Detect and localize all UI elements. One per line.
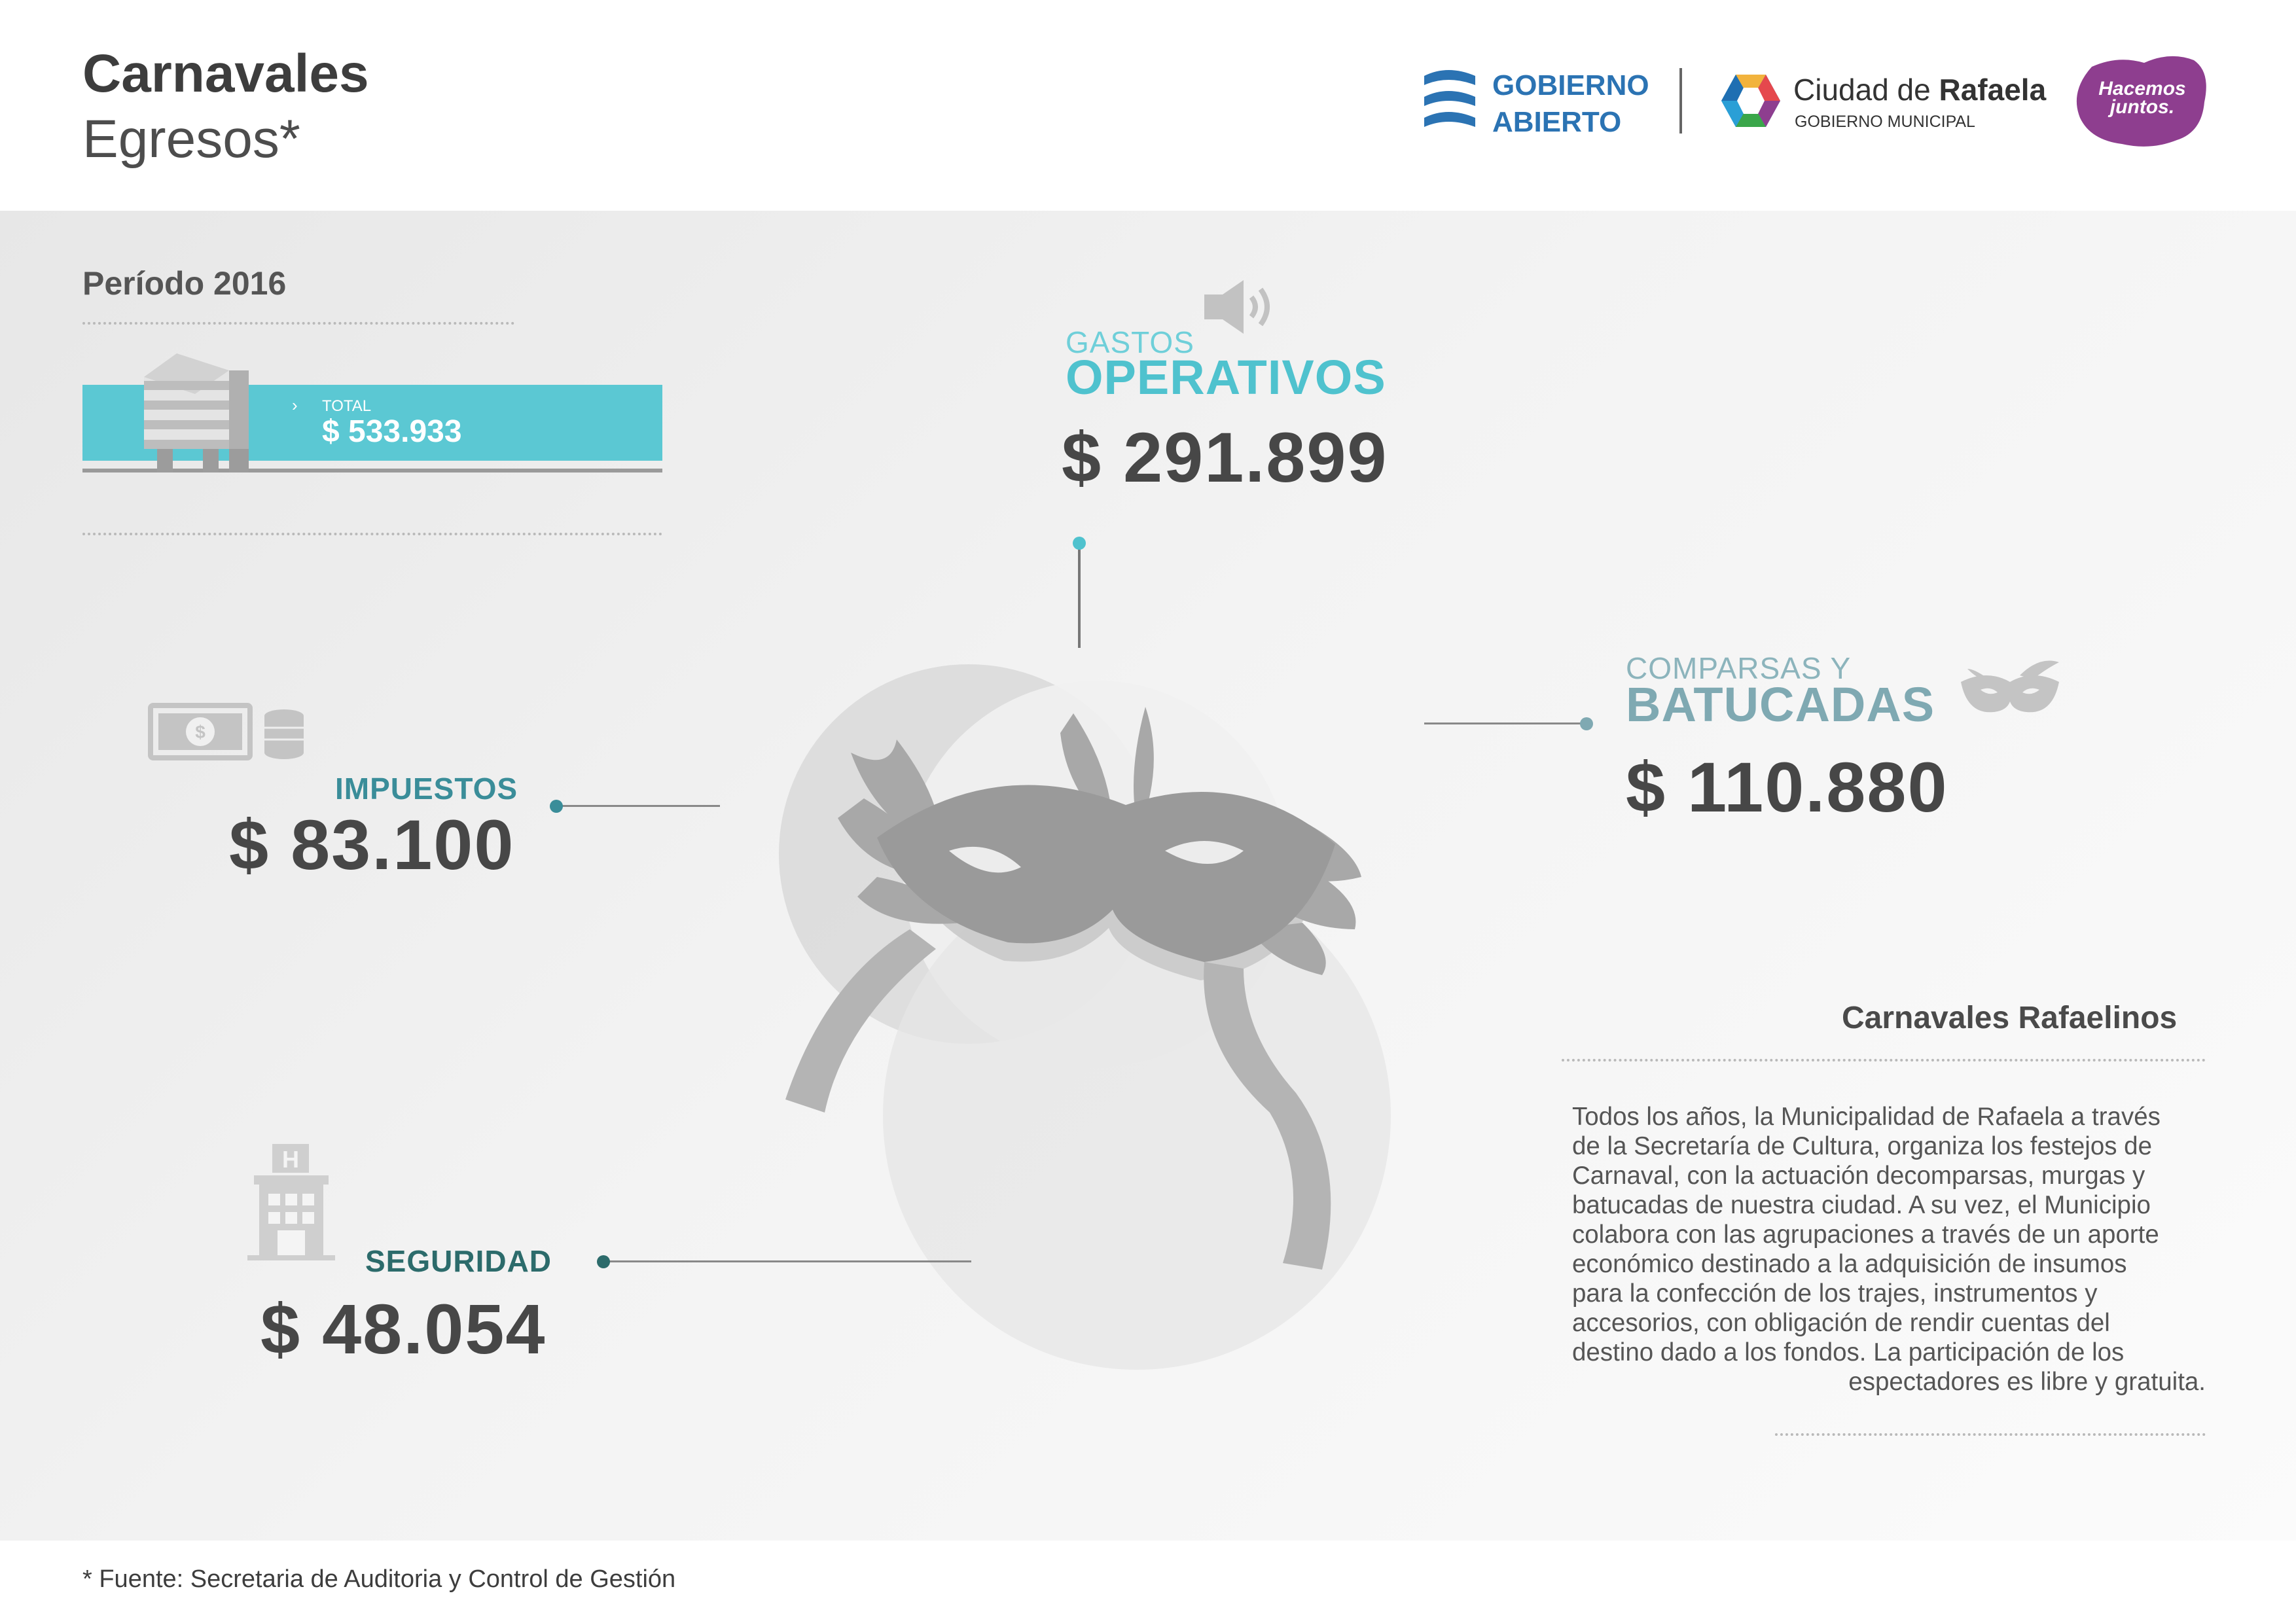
- description-title: Carnavales Rafaelinos: [1842, 1001, 2178, 1035]
- gobierno-abierto-logo-icon: [1422, 65, 1478, 135]
- building-icon: [131, 351, 262, 475]
- description-line: accesorios, con obligación de rendir cuentas del: [1572, 1309, 2110, 1337]
- divider: [1775, 1433, 2206, 1436]
- header: [0, 0, 2296, 211]
- gastos-operativos-amount: $ 291.899: [1062, 418, 1388, 497]
- carnival-mask-illustration: [746, 641, 1518, 1381]
- comparsas-line2: BATUCADAS: [1626, 677, 1935, 732]
- gastos-operativos-line2: OPERATIVOS: [1066, 350, 1386, 404]
- total-label: TOTAL: [322, 397, 372, 415]
- impuestos-label: IMPUESTOS: [335, 772, 518, 806]
- money-icon: [148, 702, 308, 762]
- connector-dot: [550, 800, 563, 813]
- comparsas-line1: COMPARSAS Y: [1626, 651, 1852, 685]
- ciudad-rafaela-logo-icon: [1720, 72, 1782, 130]
- ciudad-rafaela-name: Ciudad de Rafaela: [1793, 73, 2047, 107]
- connector-dot: [597, 1255, 610, 1268]
- description-line: batucadas de nuestra ciudad. A su vez, el Municipio: [1572, 1191, 2151, 1219]
- description-line: para la confección de los trajes, instrumentos y: [1572, 1279, 2098, 1308]
- total-arrow-icon: ›: [292, 395, 298, 415]
- description-body: [1572, 1102, 2206, 1397]
- total-value: $ 533.933: [322, 414, 462, 449]
- svg-text:H: H: [282, 1146, 299, 1173]
- page-subtitle: Egresos*: [82, 109, 300, 169]
- mask-icon: [1954, 656, 2066, 730]
- connector-line: [552, 805, 720, 807]
- description-line: de la Secretaría de Cultura, organiza los festejos de: [1572, 1132, 2153, 1160]
- divider: [1562, 1059, 2206, 1061]
- description-line: destino dado a los fondos. La participación de los: [1572, 1338, 2125, 1366]
- svg-text:$: $: [195, 722, 206, 742]
- connector-line: [1078, 547, 1081, 648]
- period-label: Período 2016: [82, 265, 287, 302]
- description-line: Carnaval, con la actuación decomparsas, murgas y: [1572, 1162, 2145, 1190]
- comparsas-amount: $ 110.880: [1626, 747, 1948, 827]
- seguridad-label: SEGURIDAD: [365, 1244, 552, 1278]
- description-line: colabora con las agrupaciones a través de un aporte: [1572, 1221, 2159, 1249]
- gobierno-abierto-line1: GOBIERNO: [1492, 69, 1649, 101]
- page-title: Carnavales: [82, 44, 369, 103]
- seguridad-amount: $ 48.054: [260, 1289, 547, 1368]
- gobierno-abierto-line2: ABIERTO: [1492, 106, 1622, 138]
- footer-source-note: * Fuente: Secretaria de Auditoria y Control de Gestión: [82, 1565, 676, 1593]
- connector-line: [1424, 722, 1588, 724]
- divider: [82, 322, 514, 325]
- hospital-icon: [245, 1141, 338, 1263]
- connector-dot: [1073, 537, 1086, 550]
- impuestos-amount: $ 83.100: [229, 805, 515, 884]
- connector-dot: [1580, 717, 1593, 730]
- divider: [82, 533, 662, 535]
- speaker-icon: [1202, 277, 1278, 336]
- logo-separator: [1679, 68, 1682, 134]
- connector-line: [600, 1260, 971, 1262]
- description-line: espectadores es libre y gratuita.: [1848, 1368, 2206, 1396]
- description-line: Todos los años, la Municipalidad de Rafaela a través: [1572, 1103, 2161, 1131]
- description-line: económico destinado a la adquisición de insumos: [1572, 1250, 2127, 1278]
- gastos-operativos-line1: GASTOS: [1066, 325, 1194, 359]
- hacemos-juntos-text: Hacemos juntos.: [2098, 78, 2186, 118]
- ciudad-rafaela-subtitle: GOBIERNO MUNICIPAL: [1795, 113, 1975, 131]
